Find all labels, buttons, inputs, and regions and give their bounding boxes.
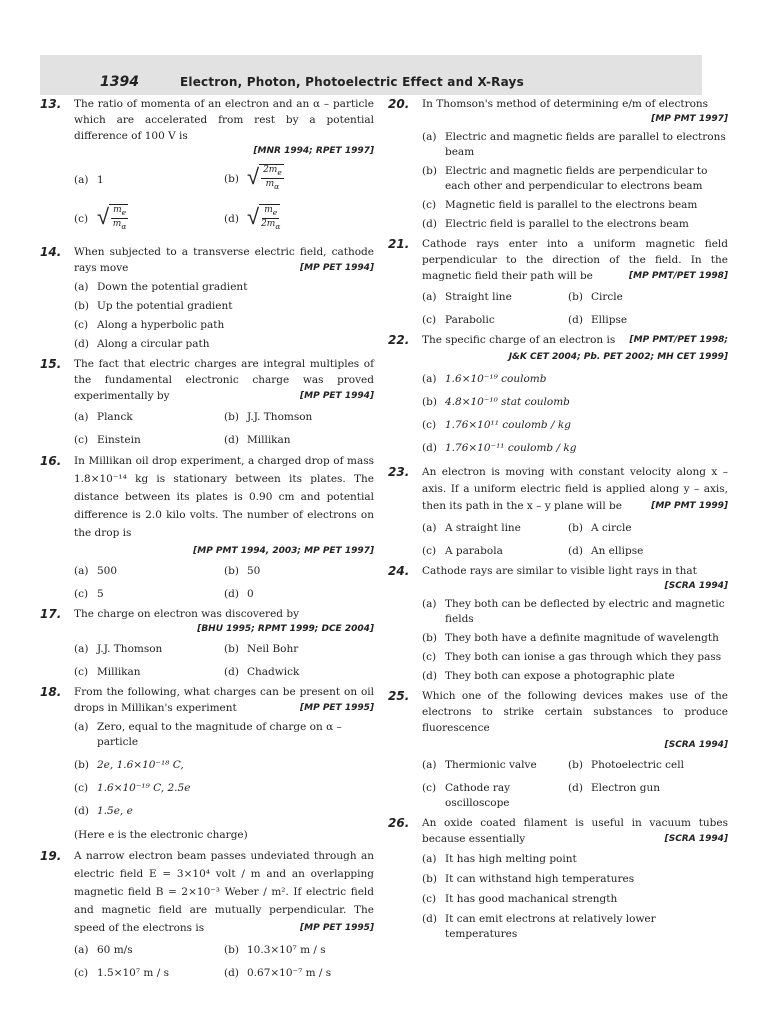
question-25 (388, 688, 728, 752)
option-c[interactable]: (c) Millikan (74, 666, 141, 678)
option-d[interactable]: (d) √ $\frac{m_e}{2m_\alpha}$ (224, 204, 281, 231)
question-number: 17. (40, 607, 62, 621)
question-number: 24. (388, 564, 410, 578)
question-text: Cathode rays enter into a uniform magnetic field perpendicular to the direction of the field. In the magnetic field their path will be (422, 238, 728, 282)
option-d[interactable]: (d) Millikan (224, 434, 291, 446)
option-d[interactable]: (d) Electron gun (568, 782, 661, 794)
question-source: [MP PET 1994] (300, 391, 374, 401)
option-c[interactable]: (c) 1.76×10¹¹ coulomb / kg (422, 419, 571, 431)
option-b[interactable]: (b) They both have a definite magnitude of wavelength (422, 632, 719, 644)
question-14 (40, 244, 374, 276)
question-21 (388, 236, 728, 284)
option-b[interactable]: (b) 4.8×10⁻¹⁰ stat coulomb (422, 396, 570, 408)
question-source: [MP PMT/PET 1998; (629, 335, 728, 345)
option-d[interactable]: (d) It can emit electrons at relatively lower temperatures (422, 913, 656, 940)
option-b[interactable]: (b) Circle (568, 291, 623, 303)
sqrt-expression: √ $\frac{2m_e}{m_\alpha}$ (247, 164, 282, 191)
question-text: The charge on electron was discovered by (74, 608, 299, 620)
options-14 (40, 280, 374, 352)
page-header (40, 55, 702, 95)
question-source: [MP PET 1995] (300, 923, 374, 933)
question-number: 14. (40, 245, 62, 259)
question-number: 21. (388, 237, 410, 251)
options-26 (388, 852, 728, 942)
option-a[interactable]: (a) Straight line (422, 291, 512, 303)
question-16 (40, 452, 374, 558)
question-24 (388, 563, 728, 593)
option-c[interactable]: (c) 1.5×10⁷ m / s (74, 967, 169, 979)
option-b[interactable]: (b) 10.3×10⁷ m / s (224, 944, 326, 956)
question-23 (388, 464, 728, 515)
question-text: Cathode rays are similar to visible light rays in that (422, 565, 697, 577)
option-d[interactable]: (d) 0.67×10⁻⁷ m / s (224, 967, 332, 979)
option-a[interactable]: (a) Thermionic valve (422, 759, 537, 771)
option-c[interactable]: (c) 5 (74, 588, 104, 600)
question-source: [MP PMT 1994, 2003; MP PET 1997] (193, 546, 374, 556)
question-19 (40, 847, 374, 937)
question-source: [MNR 1994; RPET 1997] (253, 146, 374, 156)
question-number: 15. (40, 357, 62, 371)
question-source: [MP PET 1995] (300, 703, 374, 713)
question-text: A narrow electron beam passes undeviated through an electric field E = 3×10⁴ volt / m and an overlapping magnetic field B = 2×10⁻³ Weber / m². If electric field and magnetic field are mutually perpendicular. The speed of the electrons is (74, 850, 374, 934)
option-b[interactable]: (b) Photoelectric cell (568, 759, 684, 771)
question-text: From the following, what charges can be present on oil drops in Millikan's experiment (74, 686, 374, 714)
option-a[interactable]: (a) 500 (74, 565, 118, 577)
question-number: 20. (388, 97, 410, 111)
question-number: 25. (388, 689, 410, 703)
options-22 (388, 372, 728, 456)
option-d[interactable]: (d) Ellipse (568, 314, 628, 326)
page-number: 1394 (100, 74, 139, 90)
question-text: An electron is moving with constant velocity along x – axis. If a uniform electric field is applied along y – axis, then its path in the x – y plane will be (422, 466, 728, 512)
question-17 (40, 606, 374, 636)
option-b[interactable]: (b) Electric and magnetic fields are perpendicular to each other and perpendicular to electrons beam (422, 165, 708, 192)
option-c[interactable]: (c) Cathode ray oscilloscope (422, 782, 511, 809)
question-source: [SCRA 1994] (664, 581, 728, 591)
question-number: 18. (40, 685, 62, 699)
sqrt-expression: √ $\frac{m_e}{m_\alpha}$ (97, 204, 127, 231)
option-c[interactable]: (c) Parabolic (422, 314, 495, 326)
question-22 (388, 332, 728, 364)
option-b[interactable]: (b) Neil Bohr (224, 643, 299, 655)
option-c[interactable]: (c) They both can ionise a gas through which they pass (422, 651, 722, 663)
option-b[interactable]: (b) Up the potential gradient (74, 300, 233, 312)
option-d[interactable]: (d) 0 (224, 588, 254, 600)
option-b[interactable]: (b) √ $\frac{2m_e}{m_\alpha}$ (224, 164, 282, 191)
options-13 (40, 160, 374, 242)
option-d[interactable]: (d) Chadwick (224, 666, 300, 678)
option-c[interactable]: (c) It has good machanical strength (422, 893, 618, 905)
question-source: [SCRA 1994] (664, 834, 728, 844)
question-number: 22. (388, 333, 410, 347)
left-column (40, 96, 374, 985)
options-24 (388, 597, 728, 684)
question-text: In Millikan oil drop experiment, a charged drop of mass 1.8×10⁻¹⁴ kg is stationary between its plates. The distance between its plates is 0.90 cm and potential difference is 2.0 kilo volts. The number of electrons on the drop is (74, 455, 374, 539)
question-text: The fact that electric charges are integral multiples of the fundamental electronic charge was proved experimentally by (74, 358, 374, 402)
option-a[interactable]: (a) 1.6×10⁻¹⁹ coulomb (422, 373, 547, 385)
options-23 (388, 517, 728, 563)
option-a[interactable]: (a) Zero, equal to the magnitude of charge on α – particle (74, 721, 342, 748)
option-a[interactable]: (a) J.J. Thomson (74, 643, 163, 655)
question-number: 13. (40, 97, 62, 111)
note-text: (Here e is the electronic charge) (74, 829, 248, 841)
option-a[interactable]: (a) It has high melting point (422, 853, 577, 865)
option-d[interactable]: (d) Electric field is parallel to the electrons beam (422, 218, 689, 230)
option-b[interactable]: (b) 50 (224, 565, 261, 577)
question-number: 19. (40, 849, 62, 863)
option-b[interactable]: (b) It can withstand high temperatures (422, 873, 635, 885)
options-16 (40, 560, 374, 606)
option-a[interactable]: (a) 60 m/s (74, 944, 133, 956)
question-text: The specific charge of an electron is (422, 334, 616, 346)
options-25 (388, 754, 728, 815)
option-d[interactable]: (d) An ellipse (568, 545, 644, 557)
question-source: [MP PMT/PET 1998] (629, 271, 728, 281)
question-18 (40, 684, 374, 716)
question-number: 26. (388, 816, 410, 830)
question-26 (388, 815, 728, 847)
question-text: In Thomson's method of determining e/m of electrons (422, 98, 709, 110)
question-source: [MP PMT 1999] (651, 501, 728, 511)
question-number: 23. (388, 465, 410, 479)
question-15 (40, 356, 374, 404)
option-c[interactable]: (c) Magnetic field is parallel to the electrons beam (422, 199, 698, 211)
options-21 (388, 286, 728, 332)
option-d[interactable]: (d) 1.76×10⁻¹¹ coulomb / kg (422, 442, 577, 454)
options-18 (40, 720, 374, 819)
question-source: [MP PMT 1997] (651, 114, 728, 124)
options-20 (388, 130, 728, 232)
options-17 (40, 638, 374, 684)
question-13 (40, 96, 374, 158)
options-15 (40, 406, 374, 452)
option-d[interactable]: (d) They both can expose a photographic plate (422, 670, 675, 682)
question-20 (388, 96, 728, 126)
question-text: The ratio of momenta of an electron and an α – particle which are accelerated from rest by a potential difference of 100 V is (74, 98, 374, 142)
chapter-title: Electron, Photon, Photoelectric Effect and X-Rays (180, 75, 524, 89)
question-text: Which one of the following devices makes use of the electrons to strike certain substances to produce fluorescence (422, 690, 728, 734)
option-b[interactable]: (b) 2e, 1.6×10⁻¹⁸ C, (74, 759, 184, 771)
option-a[interactable]: (a) Planck (74, 411, 133, 423)
option-a[interactable]: (a) Down the potential gradient (74, 281, 248, 293)
question-source: [MP PET 1994] (300, 263, 374, 273)
question-source: [SCRA 1994] (664, 740, 728, 750)
option-d[interactable]: (d) 1.5e, e (74, 805, 133, 817)
question-text: An oxide coated filament is useful in vacuum tubes because essentially (422, 817, 728, 845)
question-source-2: J&K CET 2004; Pb. PET 2002; MH CET 1999] (508, 352, 728, 362)
question-number: 16. (40, 454, 62, 468)
option-b[interactable]: (b) A circle (568, 522, 632, 534)
option-c[interactable]: (c) √ $\frac{m_e}{m_\alpha}$ (74, 204, 127, 231)
option-a[interactable]: (a) 1 (74, 174, 104, 186)
question-text: When subjected to a transverse electric field, cathode rays move (74, 246, 374, 274)
option-d[interactable]: (d) Along a circular path (74, 338, 210, 350)
option-c[interactable]: (c) A parabola (422, 545, 503, 557)
option-a[interactable]: (a) Electric and magnetic fields are parallel to electrons beam (422, 131, 726, 158)
question-source: [BHU 1995; RPMT 1999; DCE 2004] (197, 624, 374, 634)
option-a[interactable]: (a) A straight line (422, 522, 521, 534)
option-b[interactable]: (b) J.J. Thomson (224, 411, 313, 423)
options-19 (40, 939, 374, 985)
sqrt-expression: √ $\frac{m_e}{2m_\alpha}$ (247, 204, 281, 231)
option-c[interactable]: (c) Along a hyperbolic path (74, 319, 225, 331)
right-column (388, 96, 728, 947)
option-c[interactable]: (c) 1.6×10⁻¹⁹ C, 2.5e (74, 782, 191, 794)
option-a[interactable]: (a) They both can be deflected by electric and magnetic fields (422, 598, 725, 625)
option-c[interactable]: (c) Einstein (74, 434, 141, 446)
